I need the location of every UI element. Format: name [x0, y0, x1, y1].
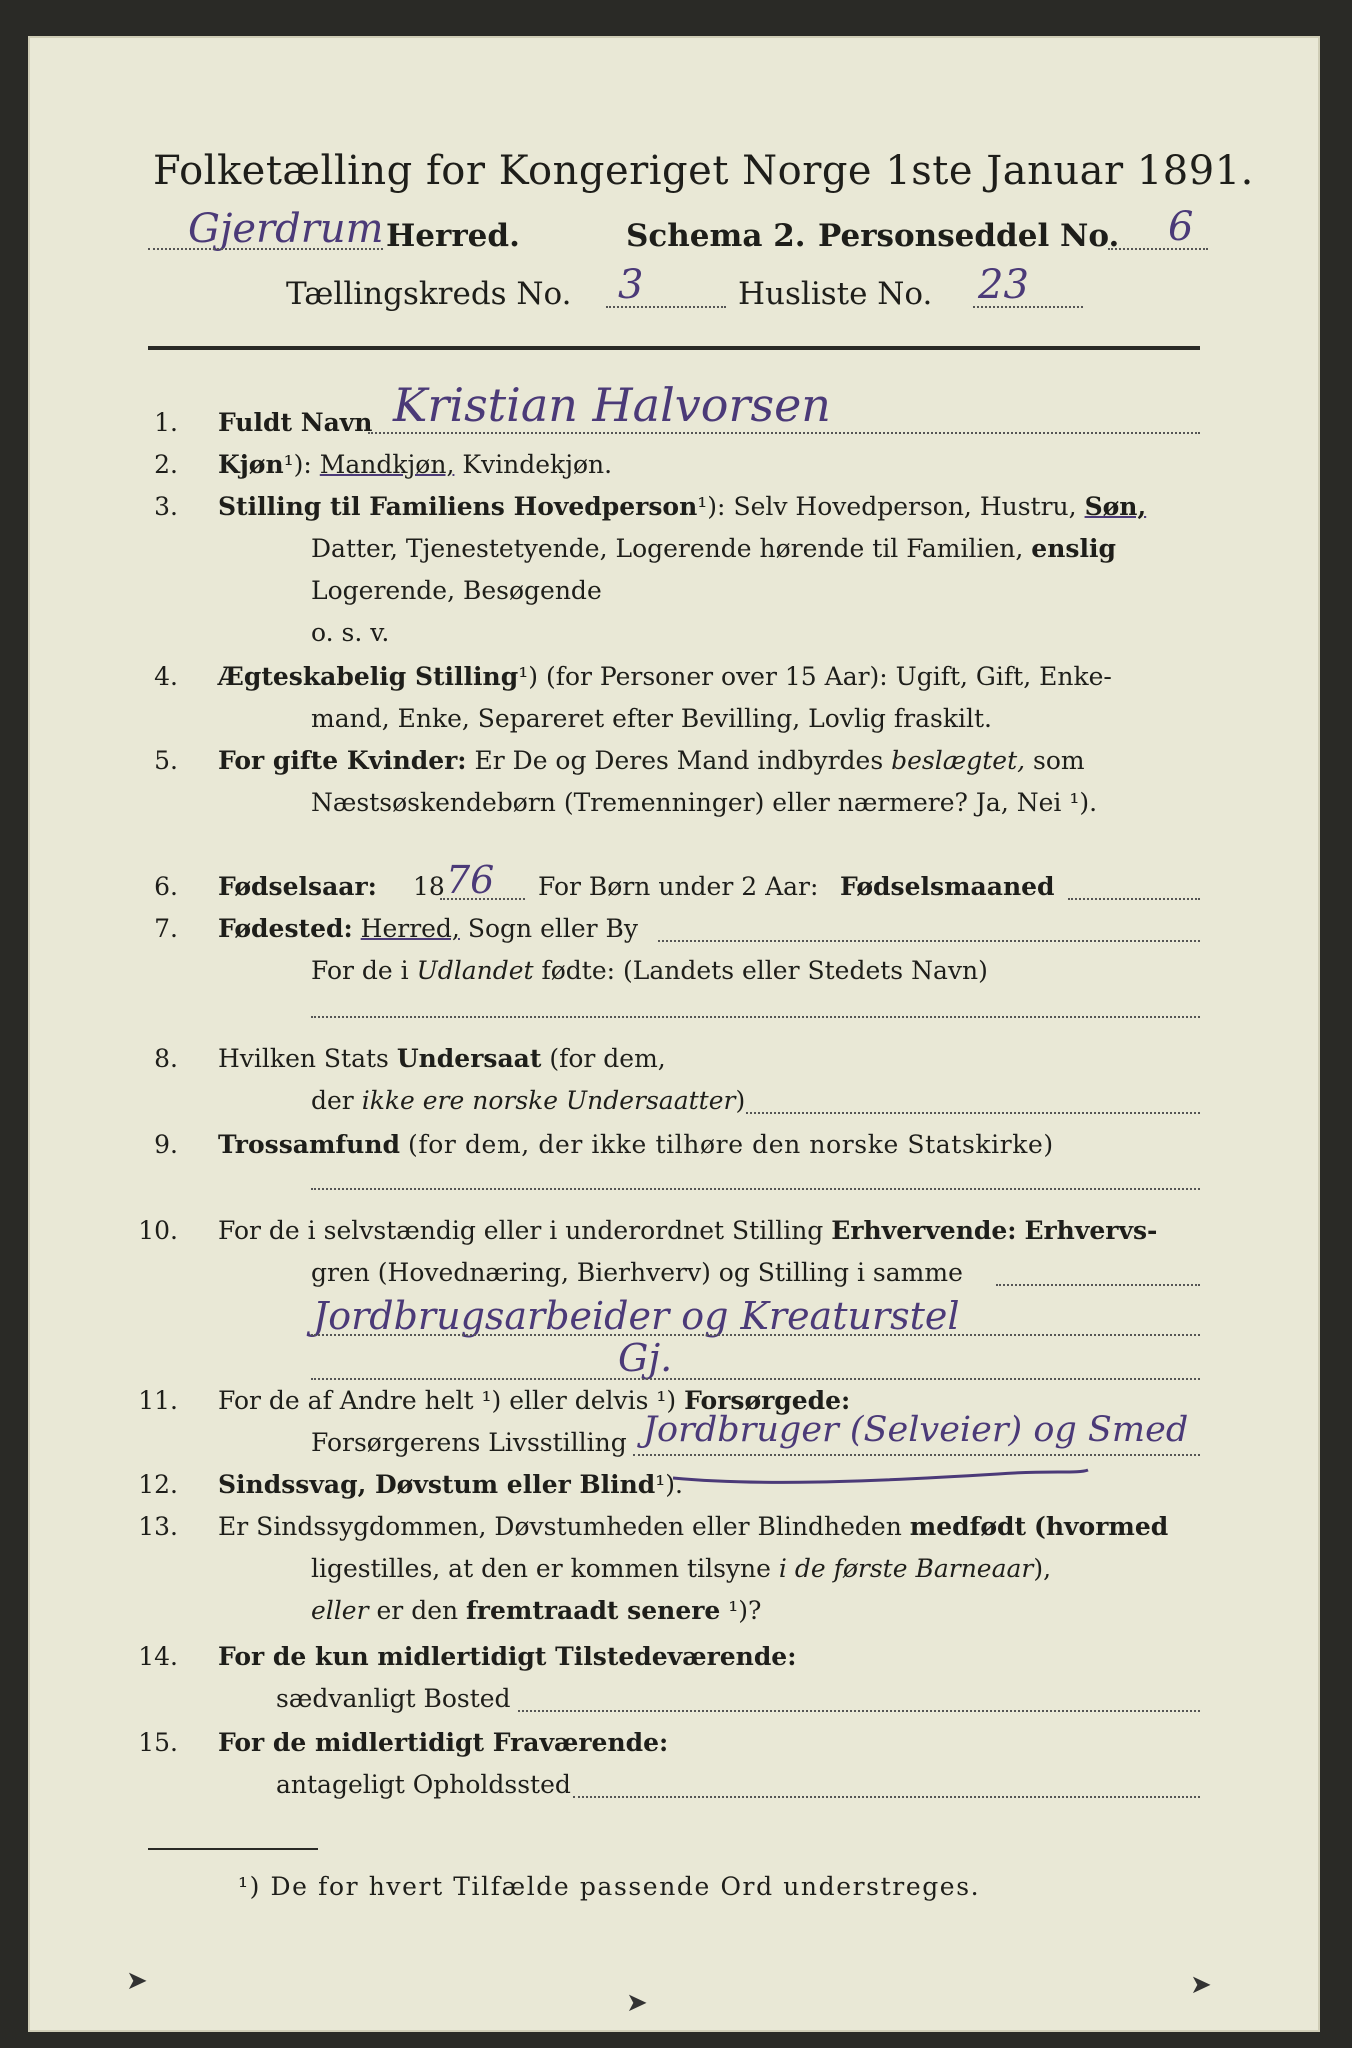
- footnote: ¹) De for hvert Tilfælde passende Ord understreges.: [238, 1872, 981, 1901]
- q13-num: 13.: [138, 1512, 178, 1541]
- q13-line3a: er den: [376, 1596, 459, 1625]
- q5-line1: [218, 746, 1085, 775]
- q13-line1a: Er Sindssygdommen, Døvstumheden eller Blindheden: [218, 1512, 902, 1541]
- q10-line1b: Erhvervende:: [831, 1216, 1017, 1245]
- q9-rest: (for dem, der ikke tilhøre den norske Statskirke): [407, 1130, 1054, 1159]
- q3-line2b: enslig: [1031, 534, 1116, 563]
- q15-line2: antageligt Opholdssted: [276, 1770, 571, 1799]
- personseddel-label: Personseddel No.: [818, 218, 1120, 254]
- form-title: Folketælling for Kongeriget Norge 1ste Januar 1891.: [153, 148, 1254, 194]
- q6-month-dotted-line: [1068, 898, 1200, 900]
- q6-label: Fødselsaar:: [218, 872, 377, 901]
- q3-label: Stilling til Familiens Hovedperson: [218, 492, 698, 521]
- q8-dotted-line: [746, 1112, 1200, 1114]
- q10-value: Jordbrugsarbeider og Kreaturstel: [313, 1294, 960, 1338]
- q12-line: [218, 1470, 683, 1499]
- q14-num: 14.: [138, 1642, 178, 1671]
- q8-labelb: Undersaat: [396, 1044, 542, 1073]
- q12-num: 12.: [138, 1470, 178, 1499]
- q2-num: 2.: [154, 450, 178, 479]
- kreds-value: 3: [618, 262, 644, 308]
- q2-label: Kjøn: [218, 450, 284, 479]
- census-form-page: [28, 36, 1320, 2032]
- q4-line1: [218, 662, 1112, 691]
- schema-label: Schema 2.: [626, 218, 806, 254]
- q8-label: Hvilken Stats: [218, 1044, 389, 1073]
- q13-line3c: ¹)?: [728, 1596, 762, 1625]
- q13-line3-italic: eller: [311, 1596, 369, 1625]
- q9-label: Trossamfund: [218, 1130, 401, 1159]
- q6-dotted-line: [440, 898, 525, 900]
- q6-value: 76: [446, 858, 495, 902]
- q5-num: 5.: [154, 746, 178, 775]
- q9-dotted-line: [311, 1188, 1200, 1190]
- q8-line1: [218, 1044, 666, 1073]
- q2-opt-mandkjon: Mandkjøn,: [319, 450, 455, 479]
- q13-line1: [218, 1512, 1168, 1541]
- q15-num: 15.: [138, 1728, 178, 1757]
- q1-label: Fuldt Navn: [218, 408, 373, 437]
- q13-line1c: (hvormed: [1034, 1512, 1169, 1541]
- q3-son: Søn,: [1084, 492, 1147, 521]
- q4-line1-text: (for Personer over 15 Aar): Ugift, Gift, Enke-: [545, 662, 1112, 691]
- q7-line2b: fødte: (Landets eller Stedets Navn): [541, 956, 988, 985]
- q14-line2: sædvanligt Bosted: [276, 1684, 511, 1713]
- husliste-value: 23: [978, 262, 1029, 308]
- q10-dotted-line-1: [996, 1284, 1200, 1286]
- q13-line3: [311, 1596, 761, 1625]
- q1-dotted-line: [368, 432, 1200, 434]
- q14-line1: For de kun midlertidigt Tilstedeværende:: [218, 1642, 797, 1671]
- herred-label: Herred.: [386, 218, 520, 254]
- q9-line1: [218, 1130, 1054, 1159]
- header-rule: [148, 346, 1200, 350]
- q10-line2: gren (Hovednæring, Bierhverv) og Stilling i samme: [311, 1258, 963, 1287]
- q8-line2: [311, 1086, 745, 1115]
- q5-label: For gifte Kvinder:: [218, 746, 467, 775]
- q9-num: 9.: [154, 1130, 178, 1159]
- q1-num: 1.: [154, 408, 178, 437]
- q7-line1: [218, 914, 638, 943]
- q5-line1-end: som: [1033, 746, 1085, 775]
- q13-line3b: fremtraadt senere: [466, 1596, 721, 1625]
- q2-line: [218, 450, 612, 479]
- q12-label: Sindssvag, Døvstum eller Blind: [218, 1470, 656, 1499]
- q10-line1c: Erhvervs-: [1024, 1216, 1158, 1245]
- q11-line1a: For de af Andre helt ¹) eller delvis ¹): [218, 1386, 677, 1415]
- q6-num: 6.: [154, 872, 178, 901]
- q3-num: 3.: [154, 492, 178, 521]
- q7-rest: Sogn eller By: [467, 914, 639, 943]
- q4-num: 4.: [154, 662, 178, 691]
- q14-dotted-line: [518, 1710, 1200, 1712]
- q5-line1-italic: beslægtet,: [891, 746, 1026, 775]
- q6-prefix: 18: [413, 872, 445, 901]
- corner-mark-icon: ➤: [126, 1966, 148, 1996]
- q10-num: 10.: [138, 1216, 178, 1245]
- q2-opt-kvindekjon: Kvindekjøn.: [462, 450, 613, 479]
- q8-line2-italic: ikke ere norske Undersaatter: [361, 1086, 736, 1115]
- q5-line2: Næstsøskendebørn (Tremenninger) eller nærmere? Ja, Nei ¹).: [311, 788, 1098, 817]
- q4-label: Ægteskabelig Stilling: [218, 662, 519, 691]
- q3-line1: [218, 492, 1146, 521]
- q6-label2: Fødselsmaaned: [840, 872, 1055, 901]
- q11-num: 11.: [138, 1386, 178, 1415]
- q12-sup: ¹).: [655, 1470, 684, 1499]
- q4-sup: ¹): [518, 662, 538, 691]
- q8-rest: (for dem,: [549, 1044, 666, 1073]
- q13-line2: [311, 1554, 1051, 1583]
- q10-line1: [218, 1216, 1157, 1245]
- q13-line2-italic: i de første Barneaar: [778, 1554, 1034, 1583]
- q10-dotted-line-3: [311, 1378, 1200, 1380]
- kreds-label: Tællingskreds No.: [286, 276, 572, 312]
- q13-line1b: medfødt: [909, 1512, 1027, 1541]
- q7-num: 7.: [154, 914, 178, 943]
- q10-value2: Gj.: [618, 1336, 673, 1380]
- q8-line2b: ): [735, 1086, 746, 1115]
- q7-line2: [311, 956, 988, 985]
- q7-line2a: For de i: [311, 956, 409, 985]
- q11-value: Jordbruger (Selveier) og Smed: [643, 1410, 1189, 1450]
- corner-mark-icon: ➤: [626, 1988, 648, 2018]
- q13-line2a: ligestilles, at den er kommen tilsyne: [311, 1554, 771, 1583]
- q7-line2-italic: Udlandet: [416, 956, 534, 985]
- personseddel-value: 6: [1168, 204, 1194, 250]
- personseddel-dotted-line: [1108, 248, 1208, 250]
- q1-value: Kristian Halvorsen: [393, 378, 831, 432]
- q2-sup: ¹):: [283, 450, 312, 479]
- q11-line1b: Forsørgede:: [684, 1386, 851, 1415]
- q3-sup: ¹):: [697, 492, 726, 521]
- q13-line2b: ),: [1033, 1554, 1052, 1583]
- q3-line2: [311, 534, 1116, 563]
- q10-dotted-line-2: [311, 1334, 1200, 1336]
- corner-mark-icon: ➤: [1190, 1970, 1212, 2000]
- q3-line4: o. s. v.: [311, 618, 390, 647]
- husliste-label: Husliste No.: [738, 276, 933, 312]
- q3-line3: Logerende, Besøgende: [311, 576, 602, 605]
- q6-mid: For Børn under 2 Aar:: [538, 872, 819, 901]
- q3-line1-text: Selv Hovedperson, Hustru,: [733, 492, 1077, 521]
- q7-dotted-line: [658, 940, 1200, 942]
- q11-line2: Forsørgerens Livsstilling: [311, 1428, 627, 1457]
- q7-abroad-dotted-line: [311, 1016, 1200, 1018]
- q8-line2a: der: [311, 1086, 354, 1115]
- q12-handwritten-stroke: [668, 1456, 1098, 1496]
- herred-value: Gjerdrum: [188, 206, 384, 252]
- q3-line2a: Datter, Tjenestetyende, Logerende hørende til Familien,: [311, 534, 1024, 563]
- q15-line1: For de midlertidigt Fraværende:: [218, 1728, 669, 1757]
- q4-line2: mand, Enke, Separeret efter Bevilling, Lovlig fraskilt.: [311, 704, 992, 733]
- q7-label: Fødested:: [218, 914, 353, 943]
- herred-dotted-line: [148, 248, 383, 250]
- q10-line1a: For de i selvstændig eller i underordnet Stilling: [218, 1216, 824, 1245]
- q7-herred: Herred,: [360, 914, 460, 943]
- footnote-rule: [148, 1848, 318, 1850]
- kreds-dotted-line: [606, 306, 726, 308]
- q8-num: 8.: [154, 1044, 178, 1073]
- q15-dotted-line: [573, 1796, 1200, 1798]
- husliste-dotted-line: [973, 306, 1083, 308]
- q5-line1-text: Er De og Deres Mand indbyrdes: [474, 746, 884, 775]
